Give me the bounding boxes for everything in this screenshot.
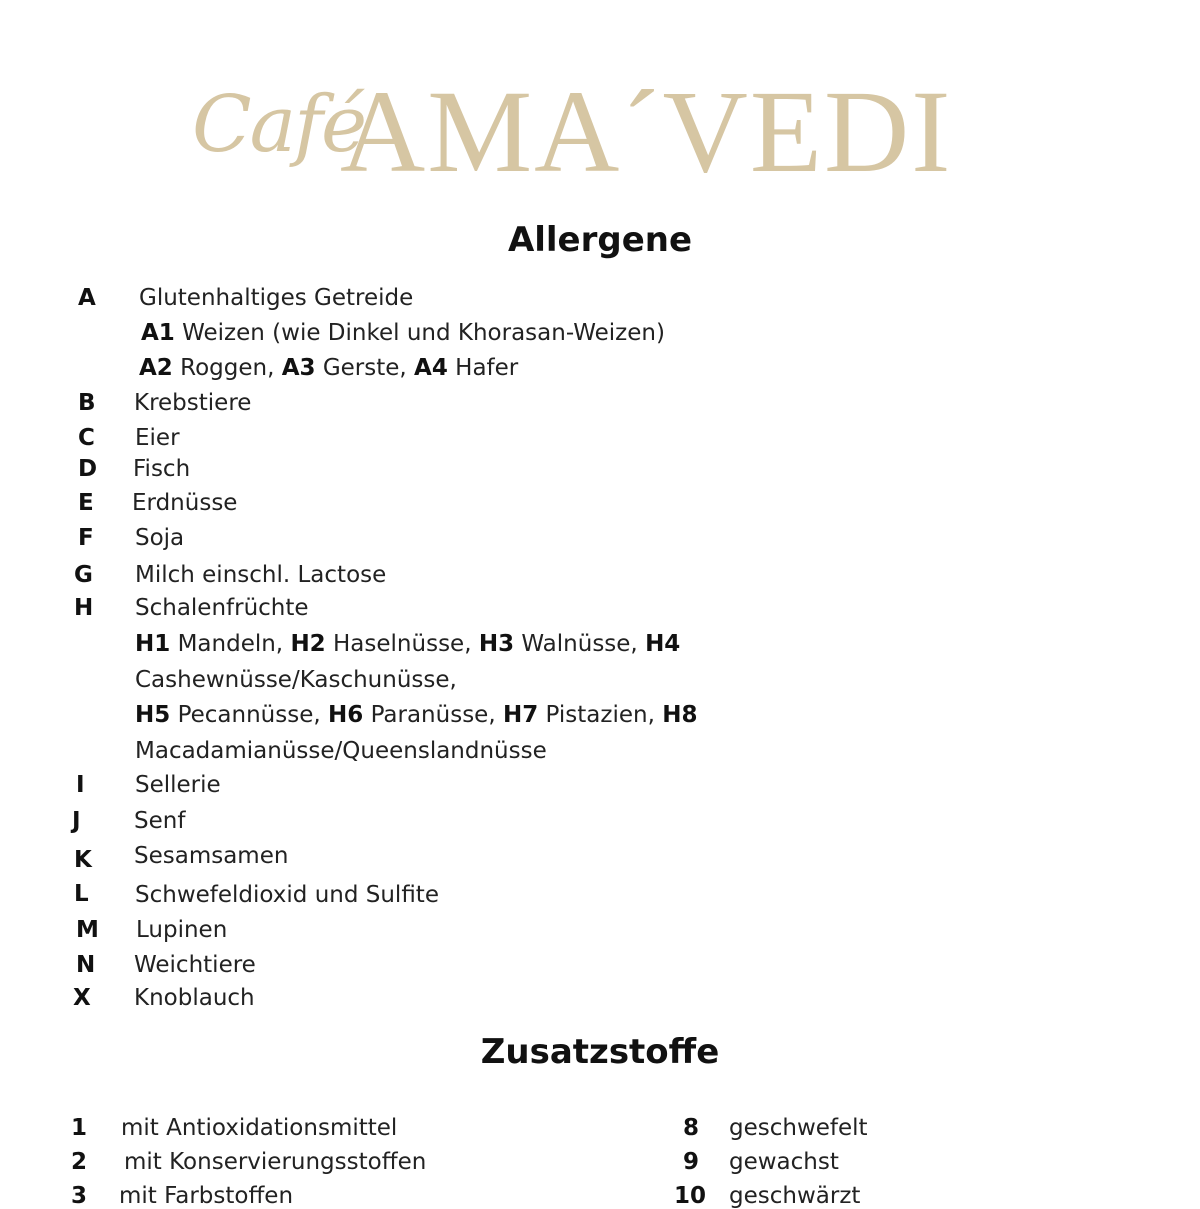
zusatz-label: mit Farbstoffen: [119, 1183, 294, 1209]
allergen-label: Soja: [135, 525, 185, 551]
allergen-label: Knoblauch: [134, 985, 255, 1011]
allergen-h-sub-line1: H1 Mandeln, H2 Haselnüsse, H3 Walnüsse, H4: [135, 631, 681, 657]
zusatz-label: mit Antioxidationsmittel: [121, 1115, 398, 1141]
zusatz-code: 1: [71, 1115, 88, 1141]
allergen-label: Glutenhaltiges Getreide: [139, 285, 414, 311]
allergen-code: N: [76, 952, 96, 978]
allergen-code: K: [74, 847, 92, 873]
zusatz-label: geschwefelt: [729, 1115, 868, 1141]
logo-cafe-text: Café: [192, 80, 366, 170]
zusatz-code: 8: [683, 1115, 700, 1141]
zusatz-code: 2: [71, 1149, 88, 1175]
allergen-code: H: [74, 595, 94, 621]
allergen-label: Sesamsamen: [134, 843, 289, 869]
allergen-code: I: [76, 772, 85, 798]
allergen-a-sub-line1: A1 Weizen (wie Dinkel und Khorasan-Weizen): [141, 320, 665, 346]
allergen-code: J: [72, 808, 81, 834]
allergen-label: Milch einschl. Lactose: [135, 562, 387, 588]
allergen-label: Lupinen: [136, 917, 228, 943]
allergen-code: C: [78, 425, 95, 451]
zusatzstoffe-heading: Zusatzstoffe: [480, 1032, 720, 1072]
allergen-label: Weichtiere: [134, 952, 256, 978]
allergen-code: E: [78, 490, 94, 516]
zusatz-label: gewachst: [729, 1149, 839, 1175]
allergen-a-sub-line2: A2 Roggen, A3 Gerste, A4 Hafer: [139, 355, 519, 381]
allergen-code: B: [78, 390, 96, 416]
allergen-label: Krebstiere: [134, 390, 252, 416]
allergen-h-sub-line3: H5 Pecannüsse, H6 Paranüsse, H7 Pistazien, H8: [135, 702, 698, 728]
allergen-h-sub-line4: Macadamianüsse/Queenslandnüsse: [135, 738, 547, 764]
allergen-code: D: [78, 456, 98, 482]
allergen-code: G: [74, 562, 93, 588]
zusatz-code: 9: [683, 1149, 700, 1175]
allergen-code: X: [73, 985, 91, 1011]
allergen-label: Sellerie: [135, 772, 221, 798]
allergen-label: Schwefeldioxid und Sulfite: [135, 882, 439, 908]
allergen-h-sub-line2: Cashewnüsse/Kaschunüsse,: [135, 667, 457, 693]
allergen-code: A: [78, 285, 96, 311]
allergen-label: Erdnüsse: [132, 490, 238, 516]
allergene-heading: Allergene: [507, 220, 693, 260]
allergen-label: Eier: [135, 425, 180, 451]
allergen-label: Fisch: [133, 456, 191, 482]
allergen-label: Schalenfrüchte: [135, 595, 309, 621]
zusatz-label: mit Konservierungsstoffen: [124, 1149, 427, 1175]
allergen-label: Senf: [134, 808, 186, 834]
allergen-code: M: [76, 917, 99, 943]
allergen-code: L: [74, 881, 89, 907]
allergen-code: F: [78, 525, 94, 551]
logo-name-text: AMA´VEDI: [340, 66, 953, 197]
zusatz-code: 3: [71, 1183, 88, 1209]
zusatz-code: 10: [674, 1183, 707, 1209]
cafe-logo: [0, 60, 1200, 200]
zusatz-label: geschwärzt: [729, 1183, 861, 1209]
